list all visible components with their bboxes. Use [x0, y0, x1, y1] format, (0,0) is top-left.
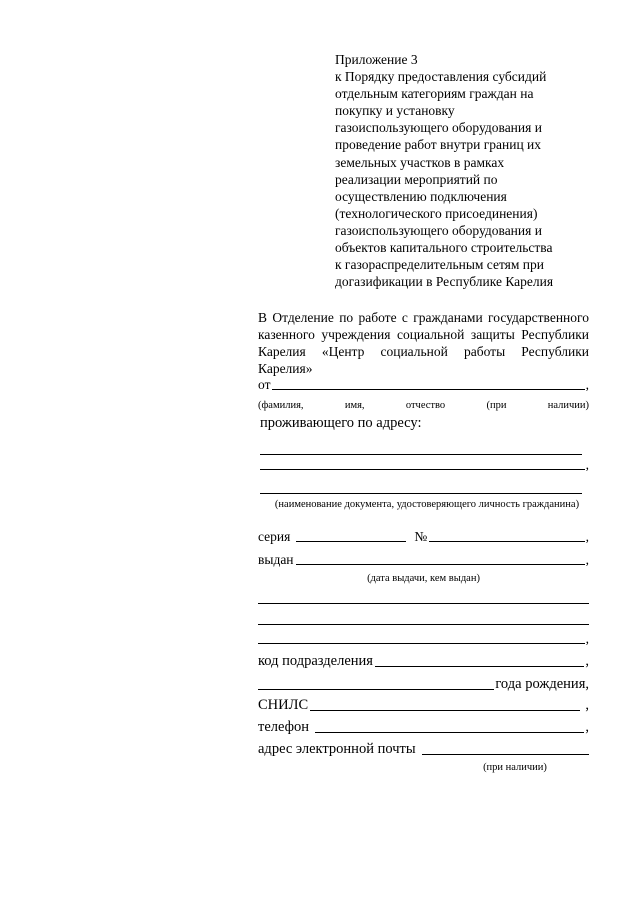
fio-hint-word: наличии) [547, 400, 589, 411]
comma: , [585, 631, 589, 646]
issued-extra-line-1[interactable] [258, 603, 589, 604]
comma: , [585, 653, 589, 669]
phone-field[interactable] [315, 732, 584, 733]
appendix-line: объектов капитального строительства [335, 240, 553, 256]
residing-row [260, 415, 591, 432]
issued-extra-line-3[interactable] [258, 643, 585, 644]
from-row [258, 376, 589, 393]
appendix-line: Приложение 3 [335, 52, 418, 67]
appendix-header [335, 51, 595, 290]
issued-hint: (дата выдачи, кем выдан) [367, 573, 480, 584]
issued-row [258, 551, 589, 568]
fio-hint-word: (фамилия, [258, 400, 304, 411]
comma: , [585, 377, 589, 392]
appendix-line: покупку и установку [335, 103, 455, 119]
appendix-line: земельных участков в рамках [335, 154, 505, 170]
issued-extra-row-3 [258, 630, 589, 647]
address-field-line-1[interactable] [260, 454, 582, 455]
issued-extra-line-2[interactable] [258, 624, 589, 625]
email-hint: (при наличии) [483, 762, 547, 773]
series-label: серия [258, 529, 291, 544]
doc-hint: (наименование документа, удостоверяющего личность гражданина) [274, 499, 580, 510]
snils-field[interactable] [310, 710, 580, 711]
comma: , [585, 457, 589, 472]
email-field[interactable] [422, 754, 589, 755]
email-label: адрес электронной почты [258, 741, 416, 757]
appendix-line: догазификации в Республике Карелия [335, 274, 554, 290]
series-field[interactable] [296, 541, 406, 542]
from-name-field[interactable] [272, 389, 584, 390]
comma: , [585, 697, 589, 713]
appendix-line: к газораспределительным сетям при [335, 257, 545, 273]
appendix-line: осуществлению подключения [335, 188, 507, 204]
number-label: № [414, 529, 428, 544]
comma: , [585, 552, 589, 567]
snils-row [258, 697, 589, 714]
appendix-line: отдельным категориям граждан на [335, 86, 534, 102]
fio-hint-word: отчество [405, 400, 446, 411]
phone-row [258, 719, 589, 736]
series-row [258, 528, 589, 545]
subdivision-field[interactable] [375, 666, 584, 667]
fio-hint [258, 399, 589, 413]
identity-document-field[interactable] [260, 493, 582, 494]
appendix-line: проведение работ внутри границ их [335, 137, 542, 153]
appendix-line: газоиспользующего оборудования и [335, 120, 542, 136]
snils-label: СНИЛС [258, 697, 309, 713]
appendix-line: к Порядку предоставления субсидий [335, 69, 547, 85]
addressee-text: В Отделение по работе с гражданами государственного казенного учреждения социальной защиты Республики Карелия «Центр социальной работы Республики Карелия» [258, 310, 589, 376]
issued-field[interactable] [296, 564, 585, 565]
subdivision-row [258, 653, 589, 670]
birth-year-label: года рождения, [495, 676, 589, 692]
fio-hint-word: (при [486, 400, 507, 411]
from-label: от [258, 377, 271, 392]
comma: , [585, 719, 589, 735]
email-row [258, 741, 589, 758]
fio-hint-word: имя, [344, 400, 365, 411]
address-field-line-2[interactable] [260, 469, 585, 470]
birth-year-field[interactable] [258, 689, 494, 690]
appendix-line: реализации мероприятий по [335, 171, 498, 187]
subdivision-label: код подразделения [258, 653, 373, 669]
appendix-line: газоиспользующего оборудования и [335, 222, 542, 238]
address-row-2 [260, 456, 589, 473]
appendix-line: (технологического присоединения) [335, 205, 538, 221]
comma: , [585, 529, 589, 544]
issued-label: выдан [258, 552, 294, 567]
phone-label: телефон [258, 719, 310, 735]
residing-label: проживающего по адресу: [260, 415, 422, 431]
number-field[interactable] [429, 541, 584, 542]
birth-year-row [258, 676, 589, 693]
